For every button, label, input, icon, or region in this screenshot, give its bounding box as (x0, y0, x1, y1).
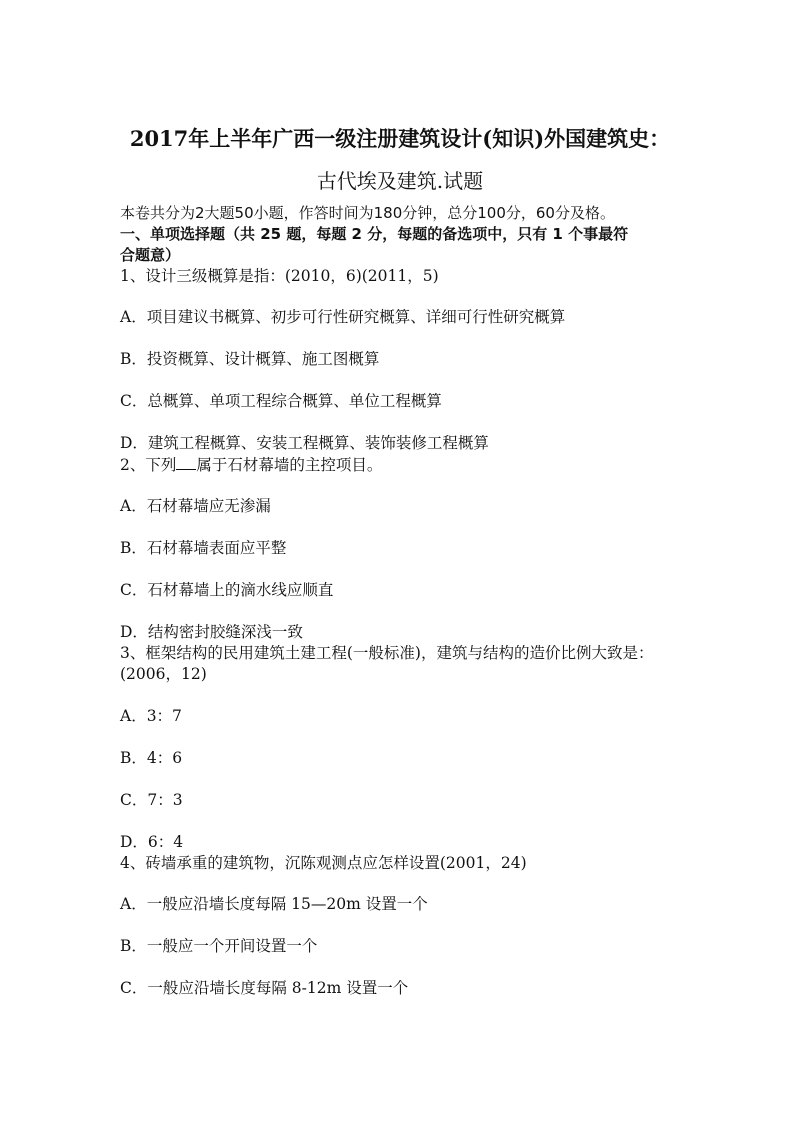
question-2-option-c: C．石材幕墙上的滴水线应顺直 (120, 581, 334, 599)
answer-blank (176, 454, 196, 470)
question-2-option-d: D．结构密封胶缝深浅一致 (120, 623, 303, 641)
exam-intro: 本卷共分为2大题50小题，作答时间为180分钟，总分100分，60分及格。 (120, 204, 615, 222)
question-3-stem-line-1: 3、框架结构的民用建筑土建工程(一般标准)，建筑与结构的造价比例大致是： (120, 644, 654, 662)
question-1-stem: 1、设计三级概算是指：(2010，6)(2011，5) (120, 267, 439, 285)
question-2-stem-after: 属于石材幕墙的主控项目。 (196, 456, 383, 474)
question-4-option-b: B．一般应一个开间设置一个 (120, 937, 318, 955)
document-title-line-2: 古代埃及建筑.试题 (316, 169, 484, 193)
question-3-option-a: A．3：7 (120, 707, 182, 725)
question-3-option-d: D．6：4 (120, 833, 184, 851)
document-title-line-1: 2017年上半年广西一级注册建筑设计(知识)外国建筑史： (129, 126, 671, 151)
section-heading-line-2: 合题意） (120, 246, 181, 264)
section-heading-line-1: 一、单项选择题（共 25 题，每题 2 分，每题的备选项中，只有 1 个事最符 (120, 225, 629, 243)
question-2-option-b: B．石材幕墙表面应平整 (120, 539, 287, 557)
question-1-option-c: C．总概算、单项工程综合概算、单位工程概算 (120, 392, 442, 410)
question-2-stem-before: 2、下列 (120, 456, 177, 474)
question-3-stem-line-2: (2006，12) (120, 665, 207, 683)
question-1-option-a: A．项目建议书概算、初步可行性研究概算、详细可行性研究概算 (120, 308, 566, 326)
question-1-option-d: D．建筑工程概算、安装工程概算、装饰装修工程概算 (120, 434, 489, 452)
question-3-option-b: B．4：6 (120, 749, 183, 767)
question-2-stem (120, 454, 690, 475)
question-4-stem: 4、砖墙承重的建筑物，沉陈观测点应怎样设置(2001，24) (120, 854, 527, 872)
question-3-option-c: C．7：3 (120, 791, 183, 809)
question-2-option-a: A．石材幕墙应无渗漏 (120, 497, 271, 515)
question-4-option-c: C．一般应沿墙长度每隔 8-12m 设置一个 (120, 979, 409, 997)
question-4-option-a: A．一般应沿墙长度每隔 15—20m 设置一个 (120, 895, 428, 913)
question-1-option-b: B．投资概算、设计概算、施工图概算 (120, 350, 380, 368)
